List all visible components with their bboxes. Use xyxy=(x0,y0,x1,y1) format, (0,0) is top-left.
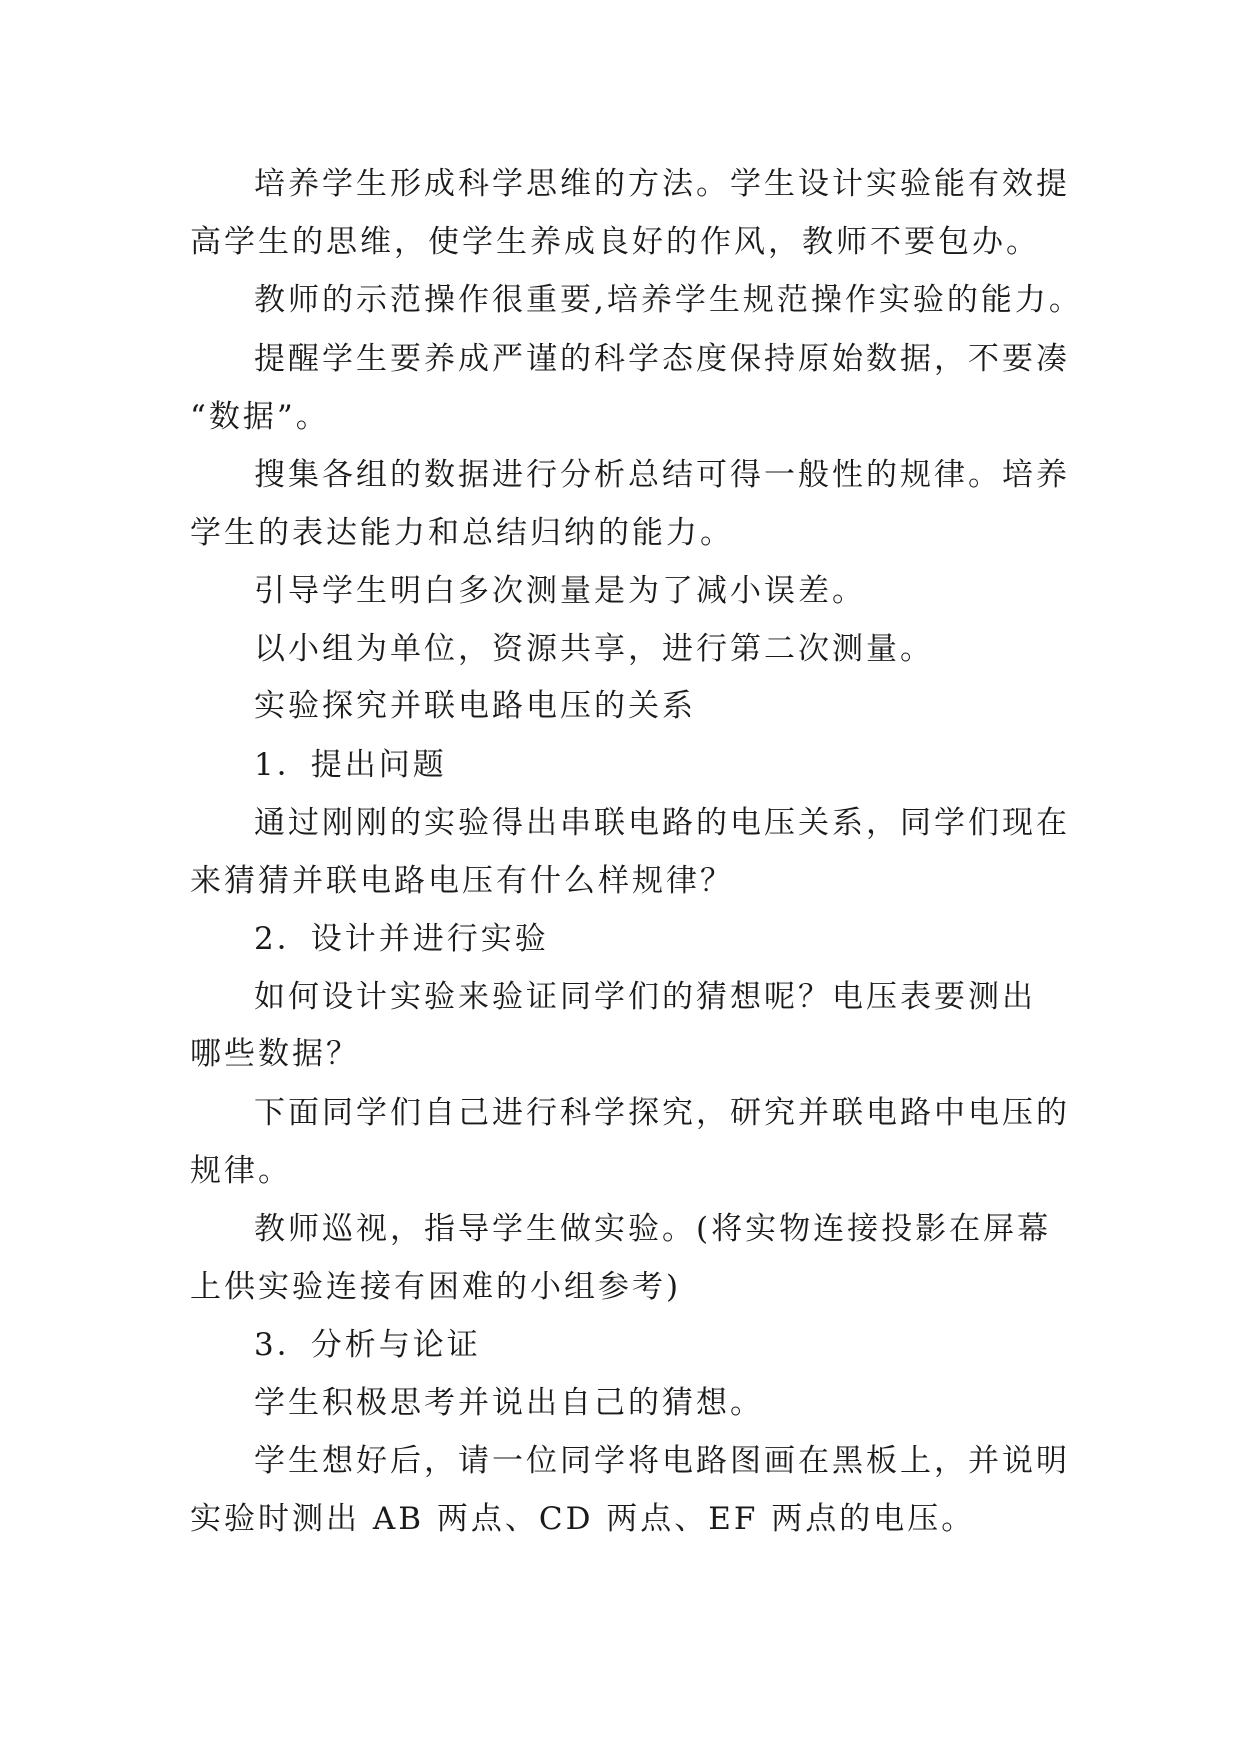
paragraph-line: “数据”。 xyxy=(190,399,330,435)
paragraph-line: 培养学生形成科学思维的方法。学生设计实验能有效提 xyxy=(254,166,1070,202)
section-heading: 实验探究并联电路电压的关系 xyxy=(254,688,696,724)
paragraph-line: 以小组为单位，资源共享，进行第二次测量。 xyxy=(254,631,934,667)
paragraph-line: 如何设计实验来验证同学们的猜想呢？电压表要测出 xyxy=(254,979,1036,1015)
paragraph-line: 下面同学们自己进行科学探究，研究并联电路中电压的 xyxy=(254,1095,1070,1131)
paragraph-line: 教师的示范操作很重要,培养学生规范操作实验的能力。 xyxy=(254,282,1083,318)
paragraph-line: 搜集各组的数据进行分析总结可得一般性的规律。培养 xyxy=(254,457,1070,493)
paragraph-line: 来猜猜并联电路电压有什么样规律？ xyxy=(190,863,734,899)
paragraph-line: 通过刚刚的实验得出串联电路的电压关系，同学们现在 xyxy=(254,805,1070,841)
paragraph-line: 教师巡视，指导学生做实验。(将实物连接投影在屏幕 xyxy=(254,1211,1052,1247)
step-heading: 3．分析与论证 xyxy=(254,1327,481,1363)
paragraph-line: 规律。 xyxy=(190,1153,292,1189)
paragraph-line: 高学生的思维，使学生养成良好的作风，教师不要包办。 xyxy=(190,224,1040,260)
paragraph-line: 上供实验连接有困难的小组参考) xyxy=(190,1269,682,1305)
paragraph-line: 哪些数据？ xyxy=(190,1036,360,1072)
paragraph-line: 实验时测出 AB 两点、CD 两点、EF 两点的电压。 xyxy=(190,1501,976,1537)
paragraph-line: 提醒学生要养成严谨的科学态度保持原始数据，不要凑 xyxy=(254,341,1070,377)
step-heading: 2．设计并进行实验 xyxy=(254,921,549,957)
paragraph-line: 学生的表达能力和总结归纳的能力。 xyxy=(190,515,734,551)
paragraph-line: 学生想好后，请一位同学将电路图画在黑板上，并说明 xyxy=(254,1443,1070,1479)
step-heading: 1．提出问题 xyxy=(254,747,447,783)
paragraph-line: 学生积极思考并说出自己的猜想。 xyxy=(254,1385,764,1421)
paragraph-line: 引导学生明白多次测量是为了减小误差。 xyxy=(254,573,866,609)
